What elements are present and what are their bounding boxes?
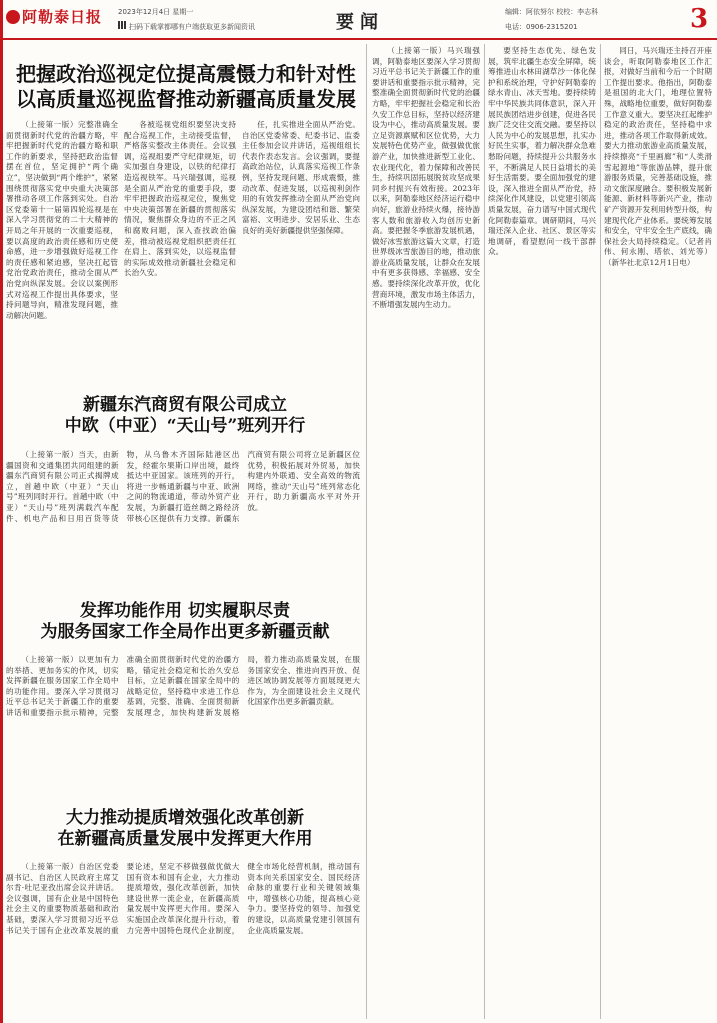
issue-date: 2023年12月4日 星期一 — [118, 8, 194, 16]
masthead — [0, 0, 717, 38]
article4-headline: 大力推动提质增效强化改革创新 在新疆高质量发展中发挥更大作用 — [57, 808, 313, 850]
header-rule — [0, 38, 717, 40]
newspaper-logo: 阿勒泰日报 — [6, 6, 102, 27]
article2-headline: 新疆东汽商贸有限公司成立 中欧（中亚）“天山号”班列开行 — [64, 395, 306, 437]
article3-headline: 发挥功能作用 切实履职尽责 为服务国家工作全局作出更多新疆贡献 — [40, 601, 330, 643]
qr-code-icon[interactable] — [118, 21, 126, 29]
article1-col2: 各被巡视党组织要坚决支持配合巡视工作，主动接受监督，严格落实整改主体责任。会议强调，巡视组要严守纪律规矩，切实加强自身建设，以铁的纪律打造巡视铁军。马兴瑞强调，巡视是全面从严治党的重要手段，要牢牢把握政治巡视定位，聚焦党中央决策部署在新疆的贯彻落实情况，聚焦群众身边的不正之风和腐败问题，深入查找政治偏差，推动被巡视党组织把责任扛在肩上、落到实处，以巡视监督的实际成效推动新疆社会稳定和长治久安。 — [124, 120, 236, 278]
right-col3: 同日，马兴瑞还主持召开座谈会，听取阿勒泰地区工作汇报，对做好当前和今后一个时期工作提出要求。他指出，阿勒泰是祖国的北大门，地理位置特殊，战略地位重要，做好阿勒泰工作意义重大。要坚决扛起维护稳定的政治责任，坚持稳中求进，推动各项工作取得新成效。要大力推动旅游业高质量发展，持续擦亮“千里画廊”和“人类滑雪起源地”等旅游品牌，提升旅游服务质量，完善基础设施，推动文旅深度融合。要积极发展新能源、新材料等新兴产业，推动矿产资源开发利用转型升级，构建现代化产业体系。要统筹发展和安全，守牢安全生产底线，确保社会大局持续稳定。（记者肖伟、何永刚、塔依、刘光等）（新华社北京12月1日电） — [604, 46, 712, 267]
page-edge-rule — [0, 0, 3, 1023]
article3-body: （上接第一版）以更加有力的举措、更加务实的作风，切实发挥新疆在服务国家工作全局中的功能作用。要深入学习贯彻习近平总书记关于新疆工作的重要讲话和重要指示批示精神，完整准确全面贯彻新时代党的治疆方略，锚定社会稳定和长治久安总目标，立足新疆在国家全局中的战略定位，坚持稳中求进工作总基调，完整、准确、全面贯彻新发展理念，加快构建新发展格局，着力推动高质量发展，在服务国家安全、推进向西开放、促进区域协调发展等方面展现更大作为，为全面建设社会主义现代化国家作出更多新疆贡献。 — [6, 655, 360, 717]
article1-col1: （上接第一版）完整准确全面贯彻新时代党的治疆方略，牢牢把握新时代党的治疆方略和职工作的新要求，坚持把政治监督摆在首位，坚定拥护“两个确立”，坚决做到“两个维护”，紧紧围绕贯彻落实党中央重大决策部署推动各项工作落到实处。自治区党委第十一届第四轮巡视是在深入学习贯彻党的二十大精神的开局之年开展的一次重要巡视，要以高度的政治责任感和历史使命感，进一步增强做好巡视工作的责任感和紧迫感，坚决扛起管党治党政治责任，推动全面从严治党向纵深发展。会议以案例形式对巡视工作提出具体要求，坚持问题导向，精准发现问题，推动解决问题。 — [6, 120, 118, 320]
page-number: 3 — [690, 4, 709, 34]
article1-col3: 任，扎实推进全面从严治党。自治区党委常委、纪委书记、监委主任参加会议并讲话，巡视组组长代表作表态发言。会议强调，要提高政治站位，认真落实巡视工作条例，坚持发现问题、形成震慑，推动改革、促进发展，以巡视利剑作用的有效发挥推动全面从严治党向纵深发展，为建设团结和谐、繁荣富裕、文明进步、安居乐业、生态良好的美好新疆提供坚强保障。 — [242, 120, 360, 235]
editor-phone: 电话：0906-2315201 — [505, 23, 578, 31]
article2-body: （上接第一版）当天，由新疆国资和交通集团共同组建的新疆东汽商贸有限公司正式揭牌成立，首趟中欧（中亚）“天山号”班列同时开行。首趟中欧（中亚）“天山号”班列满载汽车配件、机电产品和日用百货等货物，从乌鲁木齐国际陆港区出发，经霍尔果斯口岸出境，最终抵达中亚国家。该班列的开行，将进一步畅通新疆与中亚、欧洲之间的物流通道，带动外贸产业发展，为新疆打造丝绸之路经济带核心区提供有力支撑。新疆东汽商贸有限公司将立足新疆区位优势，积极拓展对外贸易，加快构建内外联通、安全高效的物流网络，推动“天山号”班列常态化开行，助力新疆高水平对外开放。 — [6, 450, 360, 523]
section-title: 要闻 — [336, 12, 384, 33]
article1-headline: 把握政治巡视定位提高震慑力和针对性 以高质量巡视监督推动新疆高质量发展 — [16, 62, 356, 111]
column-divider — [600, 44, 601, 1019]
column-divider — [484, 44, 485, 1019]
logo-icon — [6, 10, 20, 24]
article4-body: （上接第一版）自治区党委副书记、自治区人民政府主席艾尔肯·吐尼亚孜出席会议并讲话。会议强调，国有企业是中国特色社会主义的重要物质基础和政治基础，要深入学习贯彻习近平总书记关于国有企业改革发展的重要论述，坚定不移做强做优做大国有资本和国有企业，大力推动提质增效，强化改革创新，加快建设世界一流企业，在新疆高质量发展中发挥更大作用。要深入实施国企改革深化提升行动，着力完善中国特色现代企业制度，健全市场化经营机制，推动国有资本向关系国家安全、国民经济命脉的重要行业和关键领域集中，增强核心功能，提高核心竞争力。要坚持党的领导、加强党的建设，以高质量党建引领国有企业高质量发展。 — [6, 862, 360, 935]
editor-credits: 编辑：阿依努尔 校校：李志科 — [505, 8, 599, 16]
right-col2: 要坚持生态优先、绿色发展，筑牢北疆生态安全屏障，统筹推进山水林田湖草沙一体化保护和系统治理，守护好阿勒泰的绿水青山、冰天雪地。要持续铸牢中华民族共同体意识，深入开展民族团结进步创建，促进各民族广泛交往交流交融。要坚持以人民为中心的发展思想，扎实办好民生实事，着力解决群众急难愁盼问题，持续提升公共服务水平，不断满足人民日益增长的美好生活需要。要全面加强党的建设，深入推进全面从严治党，持续深化作风建设，以党建引领高质量发展，奋力谱写中国式现代化阿勒泰篇章。调研期间，马兴瑞还深入企业、社区、景区等实地调研，看望慰问一线干部群众。 — [488, 46, 596, 257]
right-col1: （上接第一版）马兴瑞强调，阿勒泰地区要深入学习贯彻习近平总书记关于新疆工作的重要讲话和重要指示批示精神，完整准确全面贯彻新时代党的治疆方略，牢牢把握社会稳定和长治久安工作总目标，坚持以经济建设为中心，推动高质量发展。要立足资源禀赋和区位优势，大力发展特色优势产业，做强做优旅游产业，加快推进新型工业化、农业现代化，着力保障和改善民生，持续巩固拓展脱贫攻坚成果同乡村振兴有效衔接。2023年以来，阿勒泰地区经济运行稳中向好，旅游业持续火爆，接待游客人数和旅游收入均创历史新高。要把握冬季旅游发展机遇，做好冰雪旅游这篇大文章，打造世界级冰雪旅游目的地，推动旅游业高质量发展，让群众在发展中有更多获得感、幸福感、安全感。要持续深化改革开放，优化营商环境，激发市场主体活力，不断增强发展内生动力。 — [372, 46, 480, 310]
column-divider — [366, 44, 367, 1019]
download-prompt: 扫码下载掌都哪有户端获取更多新闻资讯 — [129, 23, 255, 31]
